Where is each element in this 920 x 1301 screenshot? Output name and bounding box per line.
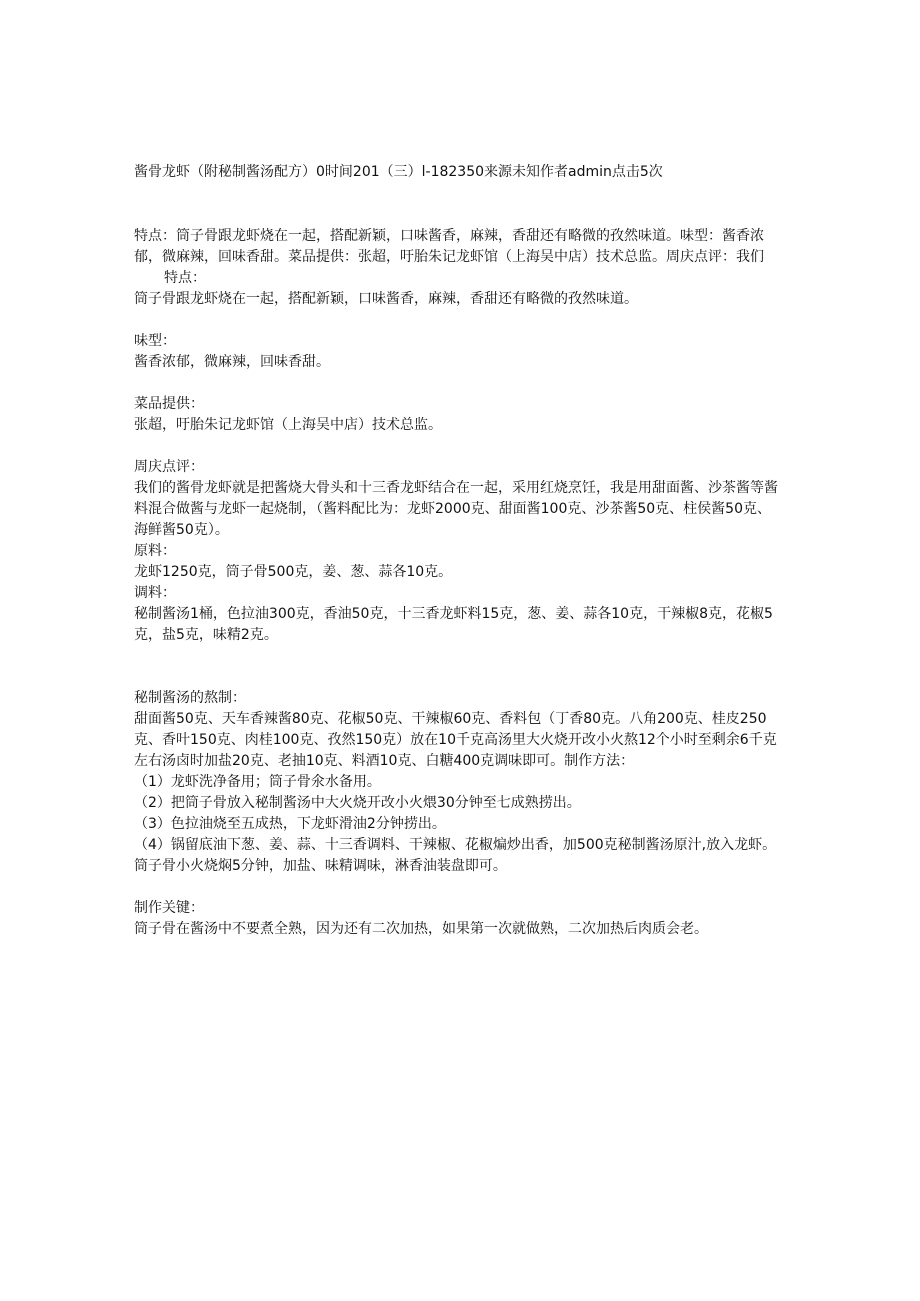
step-item: （1）龙虾洗净备用；筒子骨氽水备用。 (134, 774, 381, 790)
intro-paragraph: 特点：筒子骨跟龙虾烧在一起，搭配新颖，口味酱香，麻辣，香甜还有略微的孜然味道。味型：酱香浓郁，微麻辣，回味香甜。菜品提供：张超，吁胎朱记龙虾馆（上海吴中店）技术总监。周庆点评：我们 (134, 228, 764, 265)
features-text: 筒子骨跟龙虾烧在一起，搭配新颖，口味酱香，麻辣，香甜还有略微的孜然味道。 (134, 291, 638, 307)
provider-heading: 菜品提供： (134, 396, 204, 412)
ingredients-heading: 原料： (134, 543, 176, 559)
flavor-text: 酱香浓郁，微麻辣，回味香甜。 (134, 354, 330, 370)
sauce-text: 甜面酱50克、天车香辣酱80克、花椒50克、干辣椒60克、香料包（丁香80克。八角200克、桂皮250克、香叶150克、肉桂100克、孜然150克）放在10千克高汤里大火烧开改小火熬12个小时至剩余6千克左右汤卤时加盐20克、老抽10克、料酒10克、白糖400克调味即可。制作方法： (134, 711, 777, 769)
provider-text: 张超，吁胎朱记龙虾馆（上海吴中店）技术总监。 (134, 417, 442, 433)
sauce-heading: 秘制酱汤的熬制： (134, 690, 246, 706)
step-item: （4）锅留底油下葱、姜、蒜、十三香调料、干辣椒、花椒煸炒出香，加500克秘制酱汤原汁,放入龙虾。筒子骨小火烧焖5分钟，加盐、味精调味，淋香油装盘即可。 (134, 837, 777, 874)
features-heading: 特点： (164, 270, 206, 286)
flavor-heading: 味型： (134, 333, 176, 349)
key-heading: 制作关键： (134, 900, 204, 916)
review-heading: 周庆点评： (134, 459, 204, 475)
review-text: 我们的酱骨龙虾就是把酱烧大骨头和十三香龙虾结合在一起，采用红烧烹饪，我是用甜面酱、沙茶酱等酱料混合做酱与龙虾一起烧制，（酱料配比为：龙虾2000克、甜面酱100克、沙茶酱50克、柱侯酱50克、海鲜酱50克）。 (134, 480, 778, 538)
document-title: 酱骨龙虾（附秘制酱汤配方）0时间201（三）l-182350来源未知作者admin点击5次 (134, 164, 663, 180)
step-item: （2）把筒子骨放入秘制酱汤中大火烧开改小火煨30分钟至七成熟捞出。 (134, 795, 581, 811)
step-item: （3）色拉油烧至五成热，下龙虾滑油2分钟捞出。 (134, 816, 446, 832)
key-text: 筒子骨在酱汤中不要煮全熟，因为还有二次加热，如果第一次就做熟，二次加热后肉质会老。 (134, 921, 708, 937)
document-body (134, 162, 784, 940)
ingredients-text: 龙虾1250克，筒子骨500克，姜、葱、蒜各10克。 (134, 564, 453, 580)
seasoning-heading: 调料： (134, 585, 176, 601)
seasoning-text: 秘制酱汤1桶，色拉油300克，香油50克，十三香龙虾料15克，葱、姜、蒜各10克，干辣椒8克，花椒5克，盐5克，味精2克。 (134, 606, 773, 643)
